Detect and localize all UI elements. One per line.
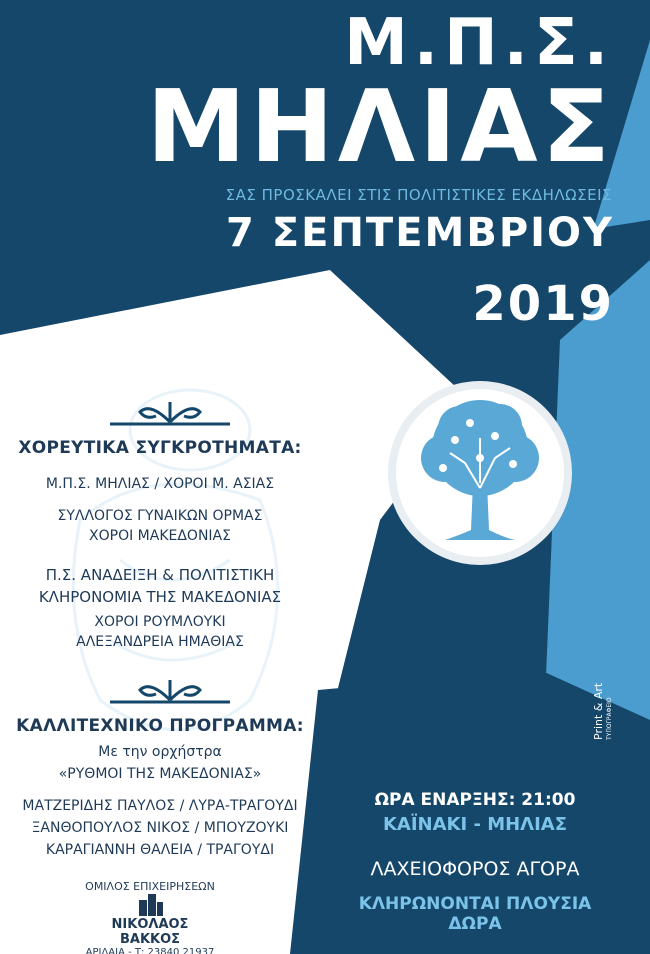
program-line-1: Με την ορχήστρα [98,744,222,760]
title-line-1: Μ.Π.Σ. [344,6,614,80]
dance-group-3-line-2: ΚΛΗΡΟΝΟΜΙΑ ΤΗΣ ΜΑΚΕΔΟΝΙΑΣ [38,588,282,606]
sponsor-contact: ΑΡΙΔΑΙΑ - Τ: 23840 21937 [85,947,215,954]
dance-group-2-name: ΣΥΛΛΟΓΟΣ ΓΥΝΑΙΚΩΝ ΟΡΜΑΣ [57,508,263,524]
start-time: ΩΡΑ ΕΝΑΡΞΗΣ: 21:00 [374,790,576,810]
tree-emblem [385,378,575,568]
subtitle: ΣΑΣ ΠΡΟΣΚΑΛΕΙ ΣΤΙΣ ΠΟΛΙΤΙΣΤΙΚΕΣ ΕΚΔΗΛΩΣΕΙΣ [225,186,612,204]
dance-group-3-detail-2: ΑΛΕΞΑΝΔΡΕΙΑ ΗΜΑΘΙΑΣ [76,634,244,650]
program-line-2: «ΡΥΘΜΟΙ ΤΗΣ ΜΑΚΕΔΟΝΙΑΣ» [58,766,262,782]
building-icon [135,894,165,916]
printer-tagline: ΤΥΠΟΓΡΑΦΕΙΟ [606,697,613,740]
event-date: 7 ΣΕΠΤΕΜΒΡΙΟΥ [226,210,614,256]
prizes: ΚΛΗΡΩΝΟΝΤΑΙ ΠΛΟΥΣΙΑ ΔΩΡΑ [358,894,592,934]
apple-tree-icon [385,378,575,568]
sponsor-block [80,880,220,954]
location: ΚΑΪΝΑΚΙ - ΜΗΛΙΑΣ [382,814,568,835]
musician-1: ΜΑΤΖΕΡΙΔΗΣ ΠΑΥΛΟΣ / ΛΥΡΑ-ΤΡΑΓΟΥΔΙ [22,798,298,814]
ornament-icon [110,676,230,708]
program-heading: ΚΑΛΛΙΤΕΧΝΙΚΟ ΠΡΟΓΡΑΜΜΑ: [16,716,304,736]
event-year: 2019 [472,276,614,332]
sponsor-group: ΟΜΙΛΟΣ ΕΠΙΧΕΙΡΗΣΕΩΝ [85,880,215,893]
dance-groups-heading: ΧΟΡΕΥΤΙΚΑ ΣΥΓΚΡΟΤΗΜΑΤΑ: [18,438,302,458]
lottery: ΛΑΧΕΙΟΦΟΡΟΣ ΑΓΟΡΑ [370,858,580,880]
dance-group-1: Μ.Π.Σ. ΜΗΛΙΑΣ / ΧΟΡΟΙ Μ. ΑΣΙΑΣ [45,476,275,492]
dance-group-3-detail-1: ΧΟΡΟΙ ΡΟΥΜΛΟΥΚΙ [94,614,226,630]
musician-2: ΞΑΝΘΟΠΟΥΛΟΣ ΝΙΚΟΣ / ΜΠΟΥΖΟΥΚΙ [31,820,289,836]
dance-group-2-detail: ΧΟΡΟΙ ΜΑΚΕΔΟΝΙΑΣ [89,528,231,544]
sponsor-name: ΝΙΚΟΛΑΟΣ ΒΑΚΚΟΣ [111,917,189,947]
ornament-icon [110,398,230,430]
printer-name: Print & Art [592,682,605,740]
dance-group-3-line-1: Π.Σ. ΑΝΑΔΕΙΞΗ & ΠΟΛΙΤΙΣΤΙΚΗ [45,566,275,584]
printer-mark [592,660,632,740]
title-line-2: ΜΗΛΙΑΣ [146,68,614,185]
musician-3: ΚΑΡΑΓΙΑΝΝΗ ΘΑΛΕΙΑ / ΤΡΑΓΟΥΔΙ [45,842,275,858]
